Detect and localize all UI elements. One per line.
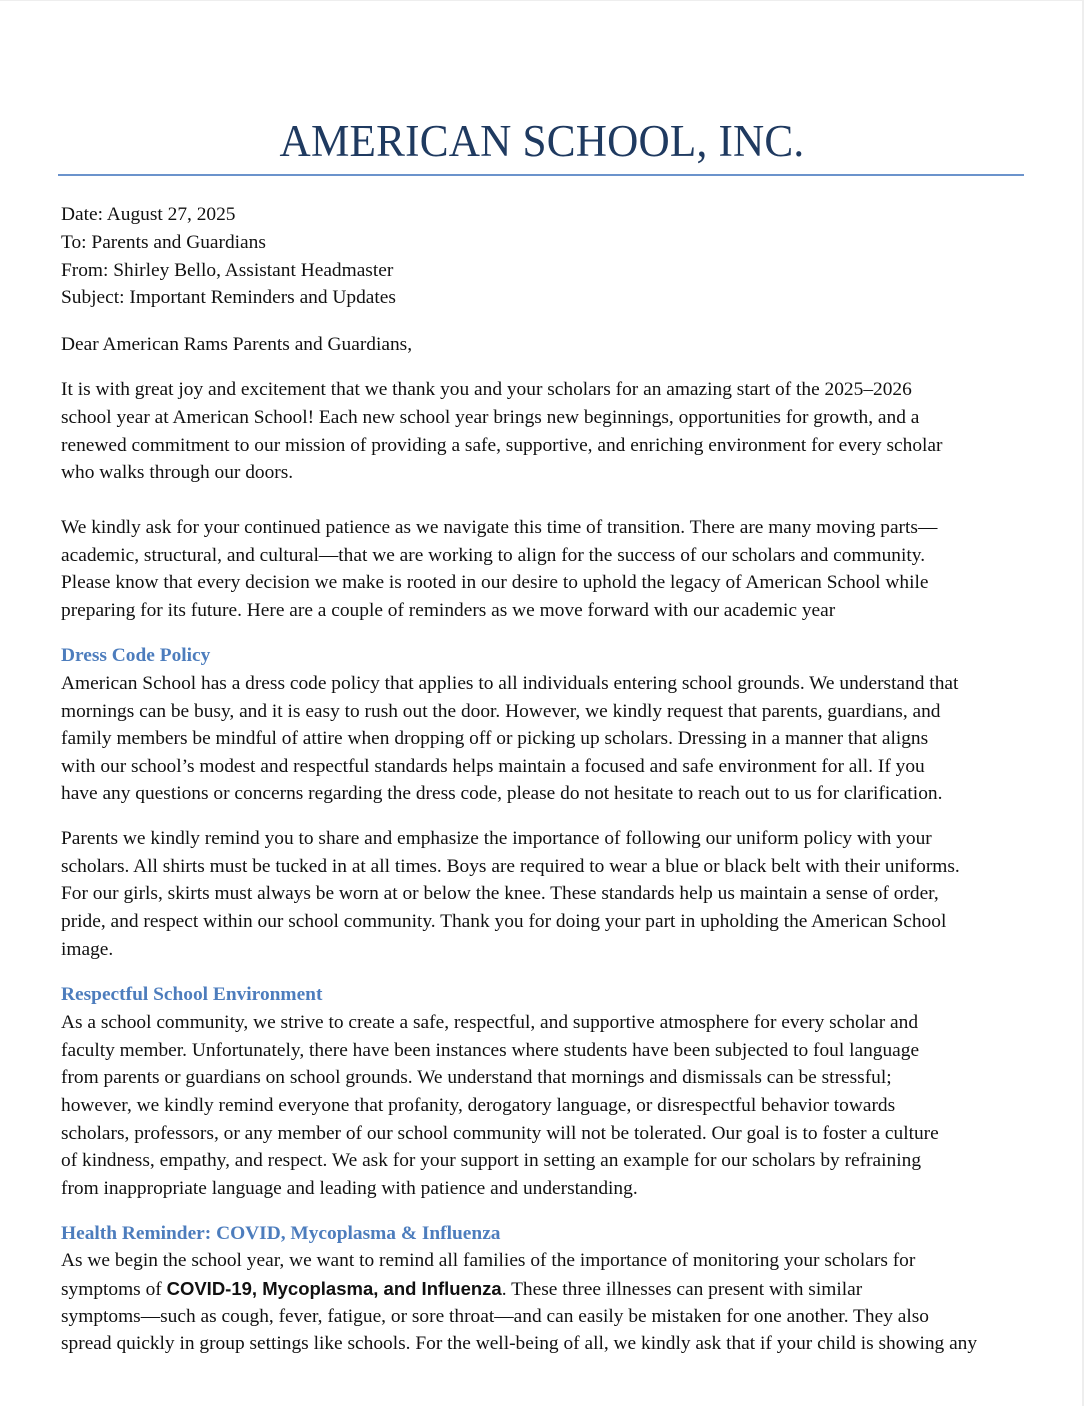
text-line: scholars, professors, or any member of our school community will not be tolerated. Our goal is to foster a culture <box>61 1123 939 1144</box>
text-run: . These three illnesses can present with similar <box>501 1279 863 1300</box>
memo-date: Date: August 27, 2025 <box>61 204 236 225</box>
text-line: We kindly ask for your continued patience as we navigate this time of transition. There are many moving parts— <box>61 517 938 538</box>
text-line: however, we kindly remind everyone that profanity, derogatory language, or disrespectful behavior towards <box>61 1095 896 1116</box>
text-line <box>61 1275 862 1304</box>
text-line: faculty member. Unfortunately, there have been instances where students have been subjected to foul language <box>61 1040 920 1061</box>
text-line: school year at American School! Each new school year brings new beginnings, opportunities for growth, and a <box>61 407 920 428</box>
memo-from: From: Shirley Bello, Assistant Headmaster <box>61 260 394 281</box>
text-line: Parents we kindly remind you to share and emphasize the importance of following our uniform policy with your <box>61 828 932 849</box>
text-line: pride, and respect within our school community. Thank you for doing your part in upholding the American School <box>61 911 947 932</box>
section-heading: Respectful School Environment <box>61 984 323 1005</box>
text-line: have any questions or concerns regarding the dress code, please do not hesitate to reach out to us for clarification. <box>61 783 943 804</box>
salutation: Dear American Rams Parents and Guardians, <box>61 334 413 355</box>
text-line: academic, structural, and cultural—that we are working to align for the success of our scholars and community. <box>61 545 926 566</box>
text-line: image. <box>61 939 114 960</box>
text-line: of kindness, empathy, and respect. We ask for your support in setting an example for our scholars by refraining <box>61 1150 922 1171</box>
text-line: Please know that every decision we make is rooted in our desire to uphold the legacy of American School while <box>61 572 929 593</box>
text-line: renewed commitment to our mission of providing a safe, supportive, and enriching environment for every scholar <box>61 435 943 456</box>
section-heading: Dress Code Policy <box>61 645 211 666</box>
text-line: For our girls, skirts must always be worn at or below the knee. These standards help us maintain a sense of order, <box>61 883 939 904</box>
organization-title: AMERICAN SCHOOL, INC. <box>279 116 805 166</box>
text-line: spread quickly in group settings like schools. For the well-being of all, we kindly ask that if your child is showing any <box>61 1333 978 1354</box>
title-divider <box>58 174 1024 176</box>
memo-to: To: Parents and Guardians <box>61 232 266 253</box>
text-line: American School has a dress code policy that applies to all individuals entering school grounds. We understand that <box>61 673 959 694</box>
text-line: from parents or guardians on school grounds. We understand that mornings and dismissals can be stressful; <box>61 1067 892 1088</box>
illness-list-bold: COVID-19, Mycoplasma, and Influenza <box>166 1278 502 1299</box>
section-heading: Health Reminder: COVID, Mycoplasma & Influenza <box>61 1223 501 1244</box>
text-line: mornings can be busy, and it is easy to rush out the door. However, we kindly request that parents, guardians, and <box>61 701 941 722</box>
text-line: As a school community, we strive to create a safe, respectful, and supportive atmosphere for every scholar and <box>61 1012 919 1033</box>
text-line: with our school’s modest and respectful standards helps maintain a focused and safe environment for all. If you <box>61 756 925 777</box>
text-line: preparing for its future. Here are a couple of reminders as we move forward with our academic year <box>61 600 836 621</box>
text-line: who walks through our doors. <box>61 462 294 483</box>
memo-subject: Subject: Important Reminders and Updates <box>61 287 396 308</box>
text-line: family members be mindful of attire when dropping off or picking up scholars. Dressing in a manner that aligns <box>61 728 929 749</box>
text-line: It is with great joy and excitement that we thank you and your scholars for an amazing start of the 2025–2026 <box>61 379 912 400</box>
text-line: scholars. All shirts must be tucked in at all times. Boys are required to wear a blue or black belt with their uniforms. <box>61 856 960 877</box>
text-line: symptoms—such as cough, fever, fatigue, or sore throat—and can easily be mistaken for one another. They also <box>61 1306 929 1327</box>
text-line: from inappropriate language and leading with patience and understanding. <box>61 1178 638 1199</box>
text-line: As we begin the school year, we want to remind all families of the importance of monitoring your scholars for <box>61 1250 916 1271</box>
text-run: symptoms of <box>61 1279 167 1300</box>
